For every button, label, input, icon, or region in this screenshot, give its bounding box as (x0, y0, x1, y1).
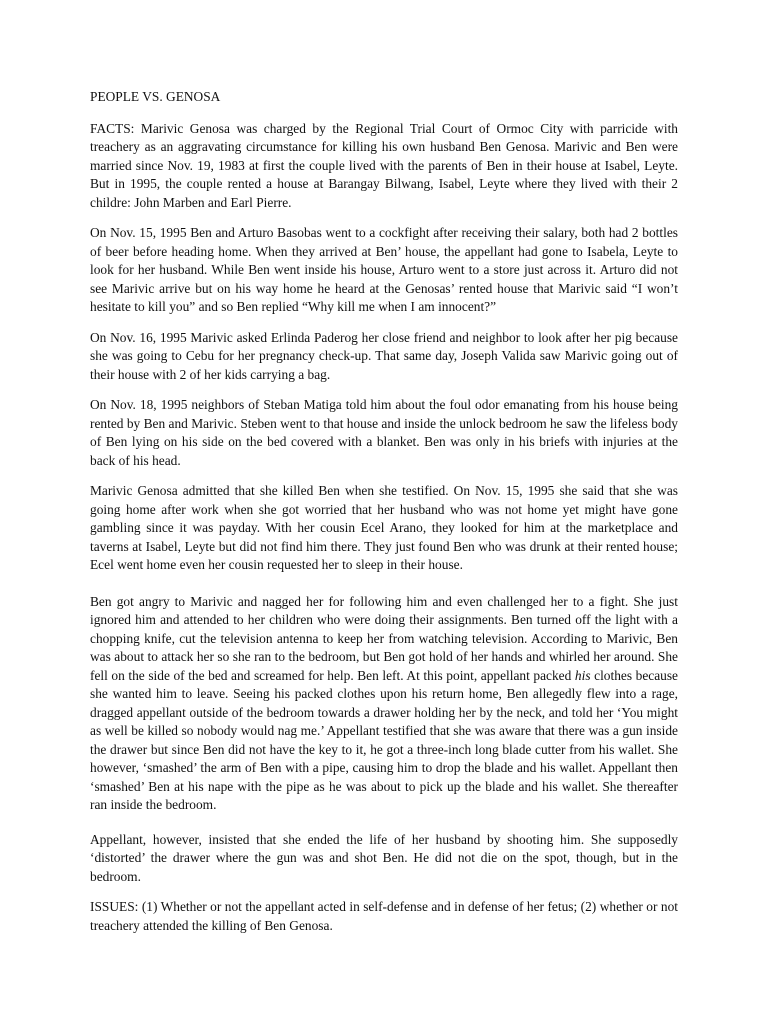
document-title: PEOPLE VS. GENOSA (90, 89, 221, 104)
paragraph-admission: Marivic Genosa admitted that she killed Ben when she testified. On Nov. 15, 1995 she said that she was going home after work when she got worried that her husband who was not home yet might have gone gambling since it was payday. With her cousin Ecel Arano, they looked for him at the marketplace and taverns at Isabel, Leyte but did not find him there. They just found Ben who was drunk at their rented house; Ecel went home even her cousin requested her to sleep in their house. (90, 483, 678, 572)
facts-paragraph: FACTS: Marivic Genosa was charged by the Regional Trial Court of Ormoc City with parricide with treachery as an aggravating circumstance for killing his own husband Ben Genosa. Marivic and Ben were married since Nov. 19, 1983 at first the couple lived with the parents of Ben in their house at Isabel, Leyte. But in 1995, the couple rented a house at Barangay Bilwang, Isabel, Leyte where they lived with their 2 childre: John Marben and Earl Pierre. (90, 120, 678, 210)
issues-paragraph: ISSUES: (1) Whether or not the appellant acted in self-defense and in defense of her fetus; (2) whether or not treachery attended the killing of Ben Genosa. (90, 899, 678, 933)
altercation-text-after: clothes because she wanted him to leave. Seeing his packed clothes upon his return home, Ben allegedly flew into a rage, dragged appellant outside of the bedroom towards a drawer holding her by the neck, and told her ‘You might as well be killed so nobody would nag me.’ Appellant testified that she was aware that there was a gun inside the drawer but since Ben did not have the key to it, he got a three-inch long blade cutter from his wallet. She however, ‘smashed’ the arm of Ben with a pipe, causing him to drop the blade and his wallet. Appellant then ‘smashed’ Ben at his nape with the pipe as he was about to pick up the blade and his wallet. She thereafter ran inside the bedroom. (90, 667, 679, 812)
paragraph-shooting: Appellant, however, insisted that she ended the life of her husband by shooting him. She supposedly ‘distorted’ the drawer where the gun was and shot Ben. He did not die on the spot, though, but in the bedroom. (90, 831, 678, 884)
altercation-text-before: Ben got angry to Marivic and nagged her for following him and even challenged her to a fight. She just ignored him and attended to her children who were doing their assignments. Ben turned off the light with a chopping knife, cut the television antenna to keep her from watching television. According to Marivic, Ben was about to attack her so she ran to the bedroom, but Ben got hold of her hands and whirled her around. She fell on the side of the bed and screamed for help. Ben left. At this point, appellant packed (90, 593, 678, 683)
document-page (90, 88, 678, 947)
paragraph-nov-16: On Nov. 16, 1995 Marivic asked Erlinda Paderog her close friend and neighbor to look after her pig because she was going to Cebu for her pregnancy check-up. That same day, Joseph Valida saw Marivic going out of their house with 2 of her kids carrying a bag. (90, 329, 678, 382)
emphasis-his: his (574, 667, 591, 683)
paragraph-altercation (90, 593, 678, 815)
paragraph-nov-15: On Nov. 15, 1995 Ben and Arturo Basobas went to a cockfight after receiving their salary, both had 2 bottles of beer before heading home. When they arrived at Ben’ house, the appellant had gone to Isabela, Leyte to look for her husband. While Ben went inside his house, Arturo went to a store just across it. Arturo did not see Marivic arrive but on his way home he heard at the Genosas’ rented house that Marivic said “I won’t hesitate to kill you” and so Ben replied “Why kill me when I am innocent?” (90, 225, 678, 314)
paragraph-nov-18: On Nov. 18, 1995 neighbors of Steban Matiga told him about the foul odor emanating from his house being rented by Ben and Marivic. Steben went to that house and inside the unlock bedroom he saw the lifeless body of Ben lying on his side on the bed covered with a blanket. Ben was only in his briefs with injuries at the back of his head. (90, 397, 678, 468)
